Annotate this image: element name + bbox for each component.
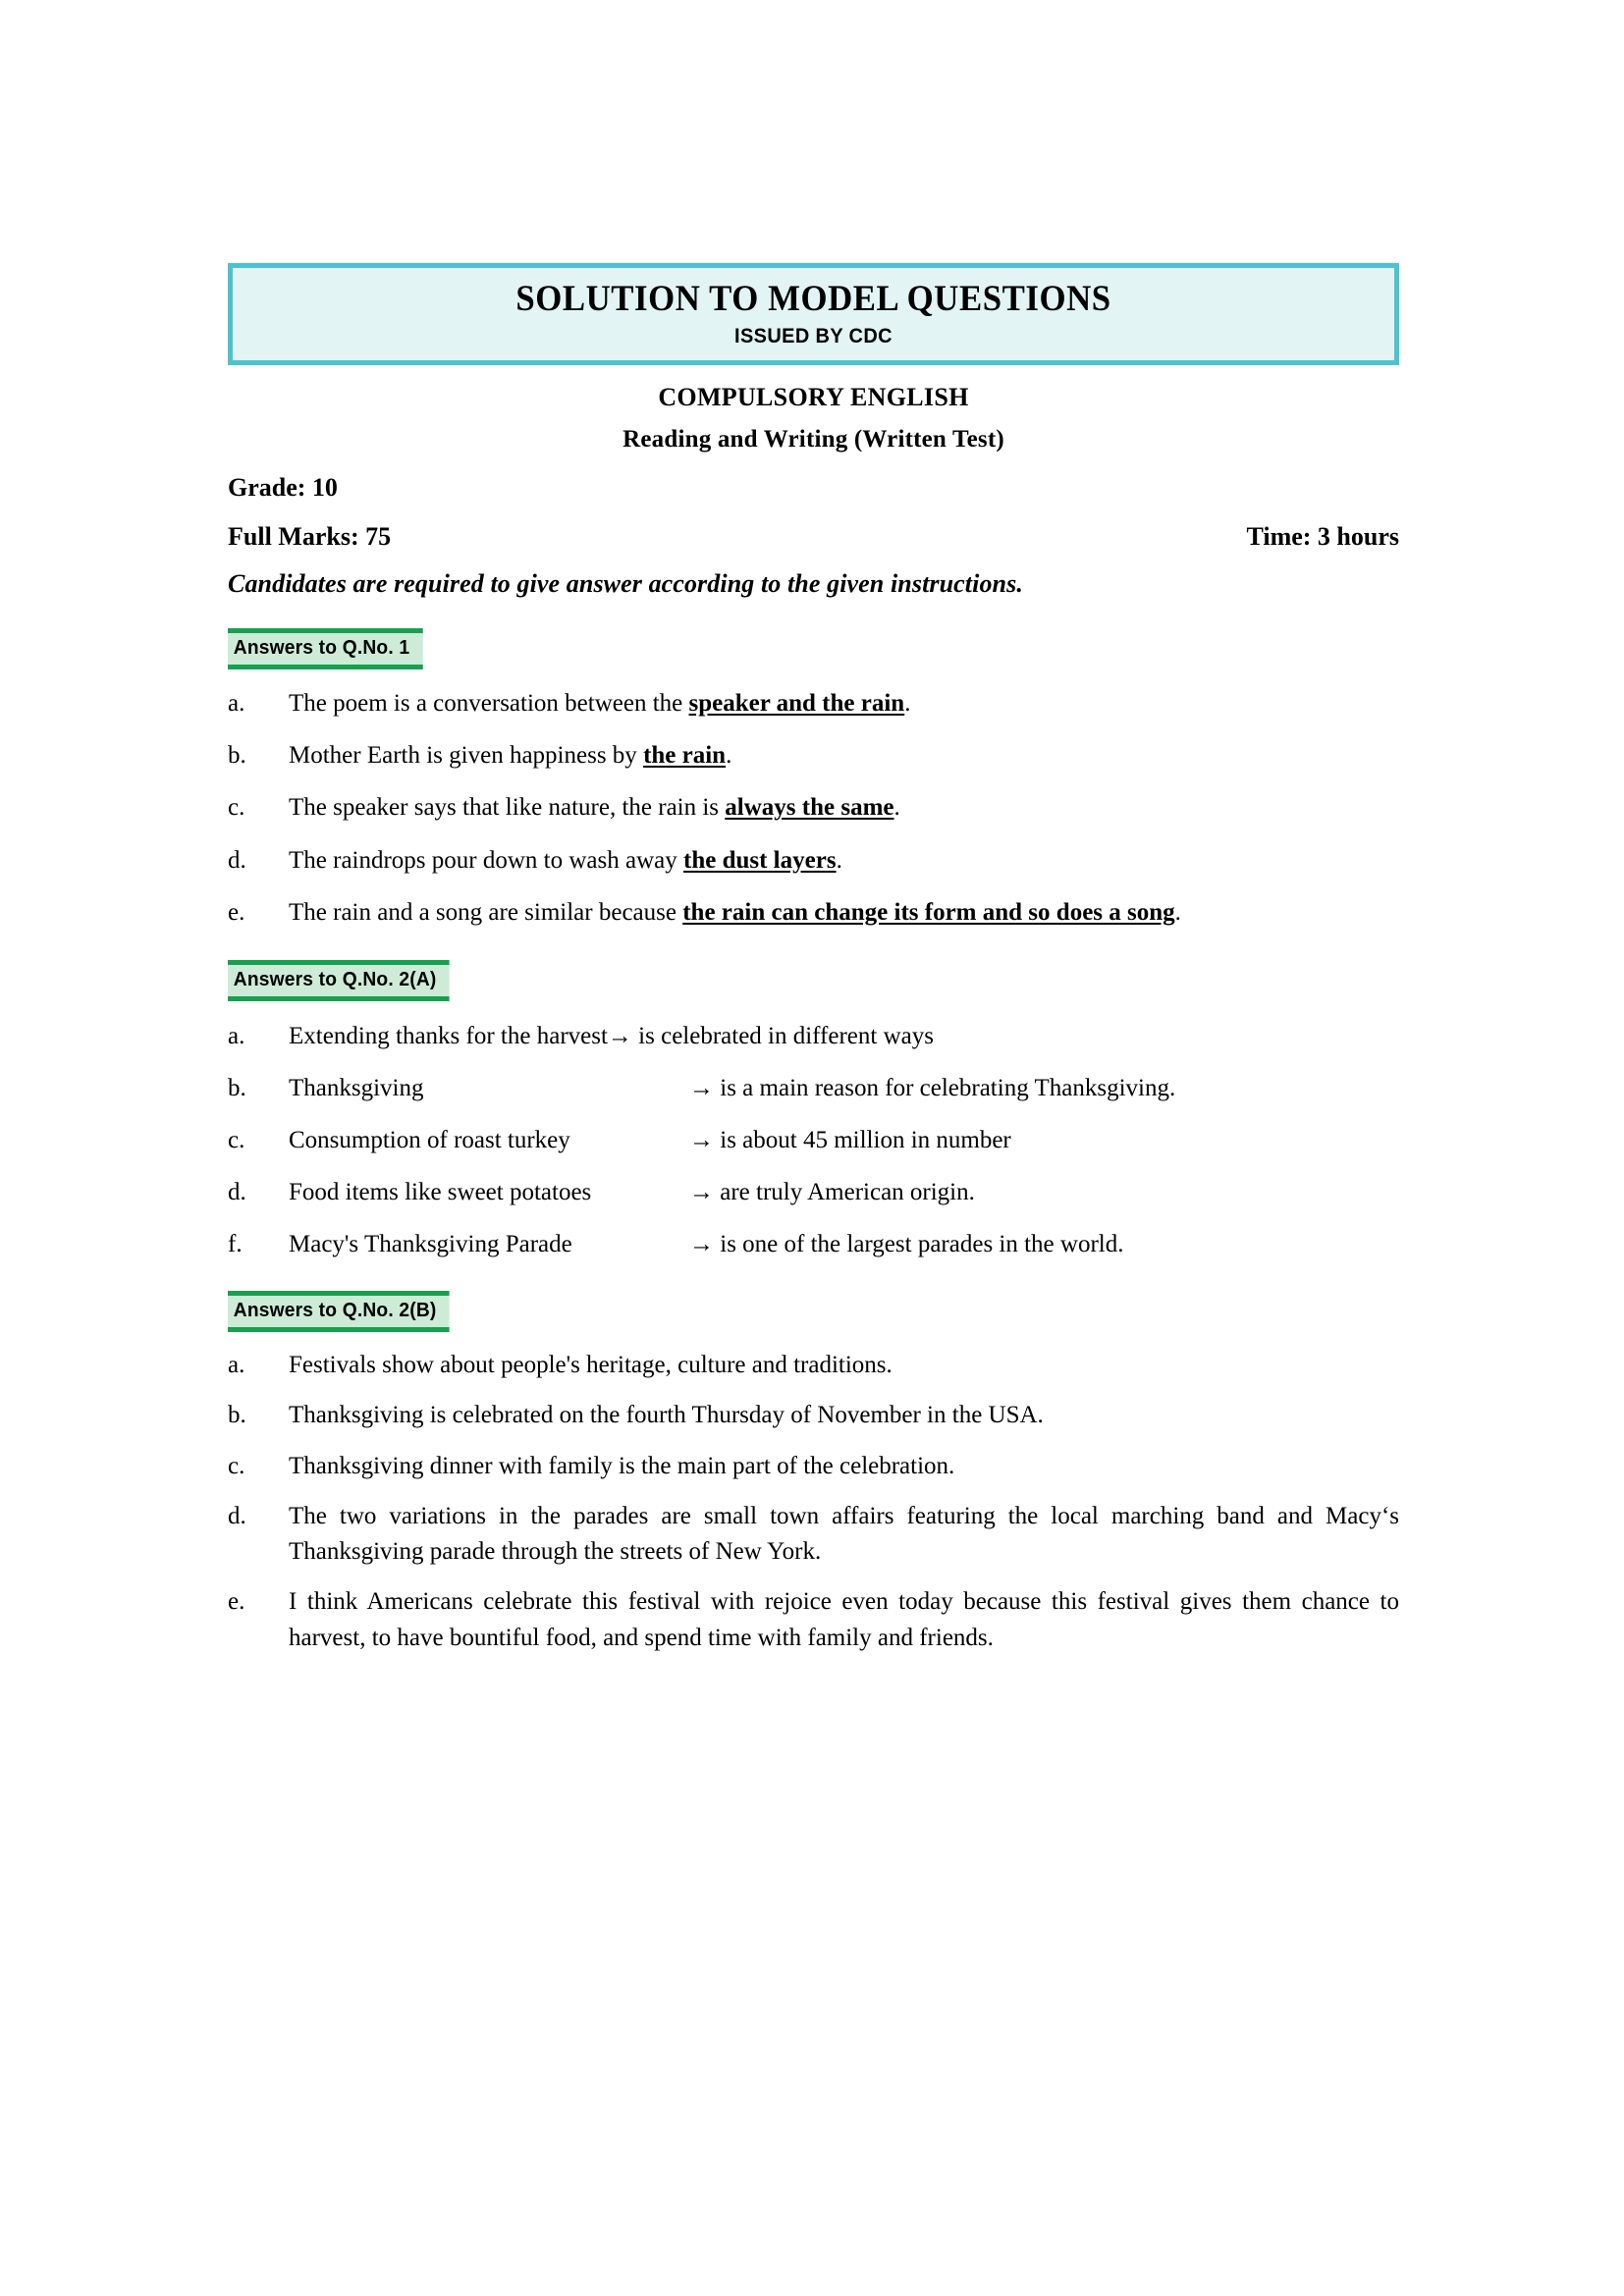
list-marker: c. [228, 1452, 245, 1479]
list-text: Thanksgiving is celebrated on the fourth Thursday of November in the USA. [289, 1402, 1044, 1429]
answer-post: . [726, 742, 732, 770]
list-marker: a. [228, 689, 245, 717]
section-badge-q2a: Answers to Q.No. 2(A) [228, 960, 450, 1001]
list-item [228, 1398, 1399, 1433]
match-right-text [689, 1227, 1399, 1261]
arrow-icon: → [689, 1075, 714, 1102]
list-text: Thanksgiving dinner with family is the main part of the celebration. [289, 1452, 955, 1479]
list-marker: b. [228, 1075, 246, 1102]
list-marker: d. [228, 846, 246, 874]
list-marker: d. [228, 1502, 246, 1529]
match-right-label: is about 45 million in number [720, 1127, 1011, 1154]
answer-pre: Mother Earth is given happiness by [289, 742, 644, 770]
answer-post: . [904, 689, 911, 717]
arrow-icon: → [689, 1179, 714, 1206]
answer-highlight: the rain can change its form and so does a song [682, 898, 1175, 926]
list-marker: b. [228, 742, 246, 770]
list-text [289, 738, 1399, 774]
answer-highlight: speaker and the rain [688, 689, 905, 717]
list-item [228, 843, 1399, 879]
answer-pre: The raindrops pour down to wash away [289, 846, 683, 874]
exam-paper: Reading and Writing (Written Test) [623, 425, 1004, 453]
page-title: SOLUTION TO MODEL QUESTIONS [515, 279, 1111, 319]
list-text [289, 843, 1399, 879]
list-text [289, 790, 1399, 826]
list-marker: e. [228, 898, 245, 926]
exam-marks-time-line [228, 522, 1399, 552]
list-text: Festivals show about people's heritage, culture and traditions. [289, 1352, 893, 1379]
list-item [228, 1584, 1399, 1656]
arrow-icon: → [689, 1231, 714, 1258]
list-item [228, 1227, 1399, 1261]
arrow-icon: → [607, 1023, 632, 1050]
list-text: The two variations in the parades are small town affairs featuring the local marching band and Macy‘s Thanksgiving parade through the streets of New York. [289, 1502, 1399, 1566]
list-text: I think Americans celebrate this festival with rejoice even today because this festival gives them chance to harvest, to have bountiful food, and spend time with family and friends. [289, 1588, 1399, 1651]
list-marker: a. [228, 1023, 245, 1050]
list-item [228, 1019, 1399, 1053]
match-left-text: Food items like sweet potatoes [289, 1179, 592, 1206]
list-item [228, 686, 1399, 721]
list-marker: e. [228, 1588, 245, 1616]
match-right-text [689, 1123, 1399, 1157]
list-marker: b. [228, 1402, 246, 1429]
answer-pre: The poem is a conversation between the [289, 689, 689, 717]
match-right-text [689, 1175, 1399, 1209]
exam-grade: Grade: 10 [228, 472, 338, 502]
answer-list-q2a [228, 1019, 1399, 1261]
match-right-label: are truly American origin. [720, 1179, 975, 1206]
answer-pre: The speaker says that like nature, the rain is [289, 794, 726, 822]
answer-list-q2b [228, 1348, 1399, 1656]
list-text [289, 895, 1399, 931]
exam-full-marks: Full Marks: 75 [228, 521, 392, 551]
answer-post: . [836, 846, 842, 874]
list-item [228, 1175, 1399, 1209]
exam-subject: COMPULSORY ENGLISH [658, 382, 969, 411]
list-marker: c. [228, 1127, 245, 1154]
section-badge-q2b: Answers to Q.No. 2(B) [228, 1291, 450, 1332]
exam-time: Time: 3 hours [1246, 521, 1399, 551]
answer-highlight: the dust layers [683, 846, 837, 874]
list-item [228, 790, 1399, 826]
answer-pre: The rain and a song are similar because [289, 898, 683, 926]
title-box [228, 263, 1399, 365]
list-item [228, 1449, 1399, 1484]
match-right-label: is celebrated in different ways [638, 1023, 934, 1050]
answer-highlight: always the same [725, 794, 894, 822]
answer-post: . [893, 794, 900, 822]
answer-highlight: the rain [643, 742, 727, 770]
arrow-icon: → [689, 1127, 714, 1154]
exam-instruction: Candidates are required to give answer according to the given instructions. [228, 568, 1023, 598]
match-right-label: is one of the largest parades in the world. [720, 1231, 1124, 1258]
list-marker: f. [228, 1231, 243, 1258]
list-marker: a. [228, 1352, 245, 1379]
match-left-text: Extending thanks for the harvest [289, 1023, 608, 1050]
match-right-text [689, 1071, 1399, 1105]
match-right-text [608, 1019, 1399, 1053]
list-item [228, 895, 1399, 931]
list-item [228, 1071, 1399, 1105]
list-marker: c. [228, 794, 245, 822]
document-content [228, 263, 1399, 1656]
list-item [228, 1123, 1399, 1157]
match-left-text: Consumption of roast turkey [289, 1127, 570, 1154]
list-item [228, 1348, 1399, 1383]
match-left-text: Thanksgiving [289, 1075, 424, 1102]
list-marker: d. [228, 1179, 246, 1206]
match-right-label: is a main reason for celebrating Thanksgiving. [720, 1075, 1176, 1102]
answer-post: . [1174, 898, 1181, 926]
page-subtitle: ISSUED BY CDC [734, 324, 893, 347]
list-item [228, 738, 1399, 774]
list-text [289, 686, 1399, 721]
section-badge-q1: Answers to Q.No. 1 [228, 628, 423, 669]
match-left-text: Macy's Thanksgiving Parade [289, 1231, 572, 1258]
list-item [228, 1499, 1399, 1571]
answer-list-q1 [228, 686, 1399, 931]
